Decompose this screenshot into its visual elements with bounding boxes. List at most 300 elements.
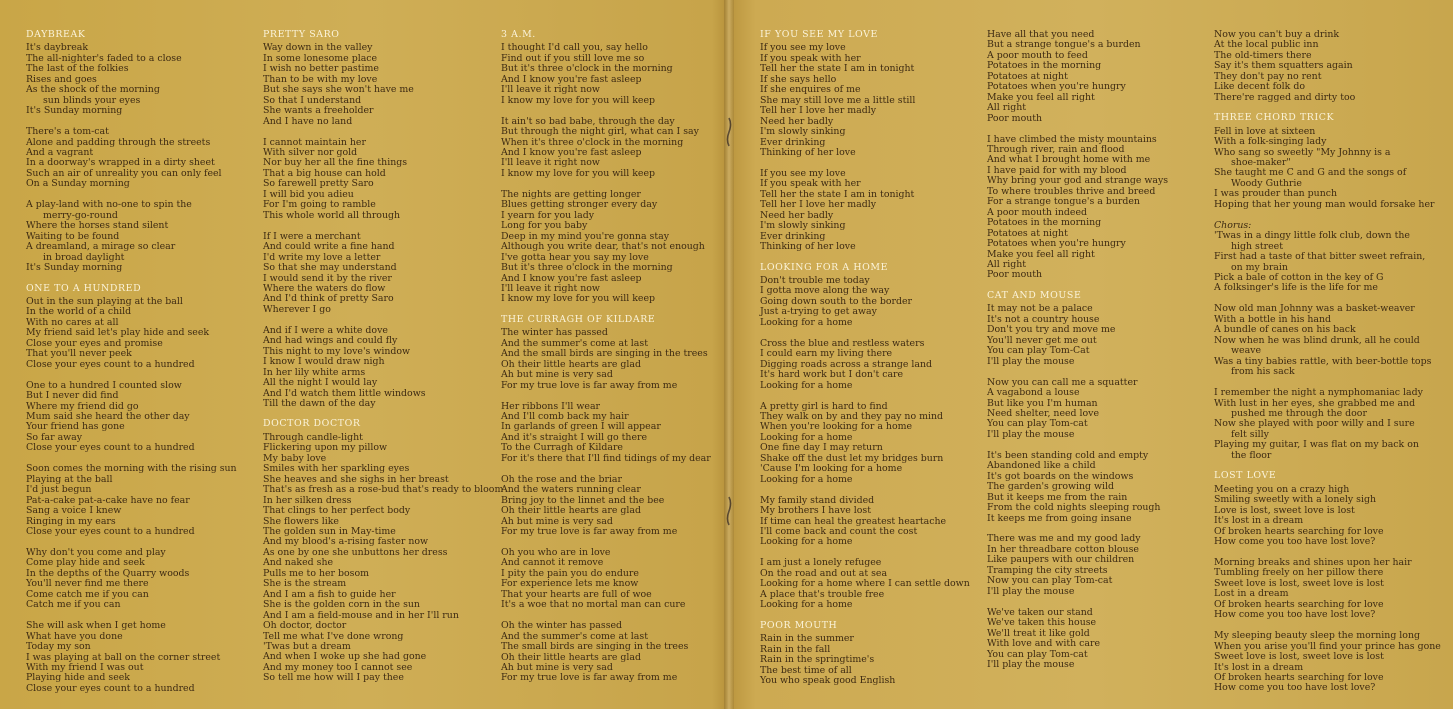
stanza xyxy=(501,117,733,180)
lyric-line: A bundle of canes on his back xyxy=(1214,324,1356,336)
lyric-line: Blues getting stronger every day xyxy=(501,199,658,211)
lyric-line: I'll come back and count the cost xyxy=(760,526,918,538)
lyric-line: My baby love xyxy=(263,452,327,464)
lyric-line: It ain't so bad babe, through the day xyxy=(501,115,675,127)
stanza xyxy=(501,43,733,106)
lyric-line: Don't trouble me today xyxy=(760,275,870,287)
lyric-line: I am just a lonely refugee xyxy=(760,557,882,569)
lyric-line: It's lost in a dream xyxy=(1214,515,1304,527)
lyrics-column-2 xyxy=(263,29,504,694)
song-block xyxy=(987,291,1219,671)
lyric-line: Although you write dear, that's not enough xyxy=(501,241,705,253)
lyric-line: 'Cause I'm looking for a home xyxy=(760,463,903,475)
lyric-line: It's Sunday morning xyxy=(26,105,123,117)
lyric-line: For experience lets me know xyxy=(501,578,639,590)
stanza xyxy=(26,548,258,611)
song-block xyxy=(1214,113,1446,461)
lyric-line: She may still love me a little still xyxy=(760,94,916,106)
song-title: IF YOU SEE MY LOVE xyxy=(760,29,878,40)
lyric-line: So far away xyxy=(26,431,83,443)
lyric-line: Come play hide and seek xyxy=(26,557,145,569)
lyric-line: Looking for a home where I can settle down xyxy=(760,578,970,590)
stanza xyxy=(987,135,1219,281)
stanza xyxy=(987,534,1219,597)
lyric-line: I was prouder than punch xyxy=(1214,188,1338,200)
lyric-line: And the small birds are singing in the trees xyxy=(501,348,708,360)
song-title: POOR MOUTH xyxy=(760,619,838,631)
stanza xyxy=(760,339,992,391)
song-title: ONE TO A HUNDRED xyxy=(26,282,142,294)
lyric-line: But I never did find xyxy=(26,390,119,402)
lyric-line: When you're looking for a home xyxy=(760,421,913,433)
lyric-line: I've gotta hear you say my love xyxy=(501,251,649,263)
lyric-line: Looking for a home xyxy=(760,599,853,611)
lyric-line: There was me and my good lady xyxy=(987,533,1141,545)
lyric-line: Looking for a home xyxy=(760,431,853,443)
stanza xyxy=(760,276,992,328)
lyric-line: But through the night girl, what can I say xyxy=(501,126,699,138)
lyric-line: Fell in love at sixteen xyxy=(1214,125,1316,137)
lyric-line: A folksinger's life is the life for me xyxy=(1214,282,1378,294)
lyric-line: Come catch me if you can xyxy=(26,588,149,600)
lyric-line: Oh the rose and the briar xyxy=(501,473,622,485)
lyric-line: I wish no better pastime xyxy=(263,63,379,75)
song-title: THE CURRAGH OF KILDARE xyxy=(501,313,656,325)
lyric-line: My family stand divided xyxy=(760,494,875,506)
lyric-line: Soon comes the morning with the rising sun xyxy=(26,463,237,475)
lyric-line: Looking for a home xyxy=(760,316,853,328)
lyric-line: I'd write my love a letter xyxy=(263,251,381,263)
lyric-line: Waiting to be found xyxy=(26,230,120,242)
lyric-line: She is the golden corn in the sun xyxy=(263,599,420,611)
lyric-line: Now old man Johnny was a basket-weaver xyxy=(1214,303,1415,315)
lyric-line: And a vagrant xyxy=(26,147,94,159)
song-title: LOOKING FOR A HOME xyxy=(760,261,889,273)
lyric-line: 'Twas in a dingy little folk club, down the xyxy=(1214,230,1410,242)
lyric-line: Need her badly xyxy=(760,115,834,127)
lyric-line: We've taken this house xyxy=(987,617,1097,629)
stanza xyxy=(26,464,258,537)
lyric-line: Morning breaks and shines upon her hair xyxy=(1214,556,1412,568)
lyric-line: And my blood's a-rising faster now xyxy=(263,536,429,548)
lyric-line: Thinking of her love xyxy=(760,146,856,158)
lyric-line: weave xyxy=(1231,345,1262,357)
lyric-line: That clings to her perfect body xyxy=(263,505,411,517)
lyric-line: I have climbed the misty mountains xyxy=(987,133,1157,145)
lyric-line: Oh doctor, doctor xyxy=(263,620,347,632)
lyric-line: I know I would draw nigh xyxy=(263,356,385,368)
lyric-line: To where troubles thrive and breed xyxy=(987,185,1156,197)
lyric-line: In her threadbare cotton blouse xyxy=(987,543,1139,555)
lyric-line: It's hard work but I don't care xyxy=(760,369,904,381)
lyric-line: But like you I'm human xyxy=(987,397,1098,409)
lyric-line: Sweet love is lost, sweet love is lost xyxy=(1214,577,1384,589)
lyric-line: She flowers like xyxy=(263,515,339,527)
lyric-line: Close your eyes count to a hundred xyxy=(26,442,195,454)
lyric-line: Tell her I love her madly xyxy=(760,105,877,117)
lyric-line: Oh their little hearts are glad xyxy=(501,505,641,517)
lyric-line: on my brain xyxy=(1231,261,1288,273)
lyric-line: Deep in my mind you're gonna stay xyxy=(501,230,670,242)
lyric-line: merry-go-round xyxy=(43,209,118,221)
lyric-line: The golden sun in May-time xyxy=(263,525,396,537)
lyric-line: Alone and padding through the streets xyxy=(26,136,211,148)
lyrics-column-4 xyxy=(760,30,992,696)
lyric-line: Potatoes in the morning xyxy=(987,60,1102,72)
lyric-line: Playing at the ball xyxy=(26,473,113,485)
stanza xyxy=(501,475,733,538)
stanza xyxy=(760,634,992,686)
stanza xyxy=(26,200,258,273)
lyric-line: Poor mouth xyxy=(987,112,1043,124)
lyric-line: In a doorway's wrapped in a dirty sheet xyxy=(26,157,215,169)
lyric-line: Pick a bale of cotton in the key of G xyxy=(1214,272,1384,284)
stanza xyxy=(501,621,733,684)
lyric-line: The best time of all xyxy=(760,664,852,676)
lyric-line: Like paupers with our children xyxy=(987,554,1135,566)
lyric-line: Tramping the city streets xyxy=(987,564,1108,576)
lyric-line: It's got boards on the windows xyxy=(987,470,1134,482)
lyric-line: The winter has passed xyxy=(501,327,608,339)
lyric-line: Lost in a dream xyxy=(1214,588,1289,600)
lyric-line: With a folk-singing lady xyxy=(1214,136,1327,148)
lyric-line: from his sack xyxy=(1231,366,1295,378)
lyric-line: I know my love for you will keep xyxy=(501,293,655,305)
stanza xyxy=(987,451,1219,524)
lyric-line: A vagabond a louse xyxy=(987,387,1080,399)
lyric-line: How come you too have lost love? xyxy=(1214,682,1376,694)
lyric-line: It's been standing cold and empty xyxy=(987,449,1149,461)
lyric-line: And it's straight I will go there xyxy=(501,431,648,443)
lyric-line: So farewell pretty Saro xyxy=(263,178,374,190)
lyric-line: Woody Guthrie xyxy=(1231,177,1302,189)
lyric-line: I'll leave it right now xyxy=(501,157,600,169)
lyric-line: Till the dawn of the day xyxy=(263,398,376,409)
lyric-line: Who sang so sweetly "My Johnny is a xyxy=(1214,146,1391,158)
lyric-line: Rain in the summer xyxy=(760,633,854,645)
lyric-line: So tell me how will I pay thee xyxy=(263,672,404,684)
lyric-line: Ah but mine is very sad xyxy=(501,515,613,527)
lyric-line: The small birds are singing in the trees xyxy=(501,641,689,653)
lyric-line: And what I brought home with me xyxy=(987,154,1151,166)
lyric-line: Ever drinking xyxy=(760,136,826,148)
lyric-line: In the depths of the Quarry woods xyxy=(26,567,190,579)
lyric-line: And I know you're fast asleep xyxy=(501,272,642,284)
lyric-line: All right xyxy=(987,259,1027,271)
lyric-line: I could earn my living there xyxy=(760,348,893,360)
lyric-line: It's a woe that no mortal man can cure xyxy=(501,599,686,611)
lyric-line: Rain in the springtime's xyxy=(760,654,875,666)
lyric-line: Way down in the valley xyxy=(263,42,373,54)
lyric-line: First had a taste of that bitter sweet refrain, xyxy=(1214,251,1426,263)
lyric-line: In her silken dress xyxy=(263,494,352,506)
lyric-line: Make you feel all right xyxy=(987,91,1095,103)
lyric-line: Why bring your god and strange ways xyxy=(987,175,1169,187)
lyric-line: And naked she xyxy=(263,557,334,569)
lyric-line: For my true love is far away from me xyxy=(501,526,678,538)
lyric-line: Now you can play Tom-cat xyxy=(987,575,1113,587)
lyric-line: And I am a field-mouse and in her I'll run xyxy=(263,609,459,621)
lyric-line: I pity the pain you do endure xyxy=(501,567,639,579)
lyric-line: And had wings and could fly xyxy=(263,335,398,347)
lyric-line: It's daybreak xyxy=(26,42,89,54)
stanza xyxy=(263,326,495,410)
stanza xyxy=(501,328,733,391)
song-block xyxy=(760,30,992,253)
lyric-line: Tell me what I've done wrong xyxy=(263,630,404,642)
lyric-line: Playing hide and seek xyxy=(26,672,130,684)
lyric-line: I will bid you adieu xyxy=(263,188,354,200)
lyric-line: shoe-maker" xyxy=(1231,156,1291,168)
lyric-line: Ah but mine is very sad xyxy=(501,662,613,674)
lyric-line: Ringing in my ears xyxy=(26,515,116,527)
lyric-line: Smiling sweetly with a lonely sigh xyxy=(1214,494,1377,506)
lyric-line: A poor mouth to feed xyxy=(987,49,1088,61)
lyric-line: Looking for a home xyxy=(760,536,853,548)
lyric-line: Tumbling freely on her pillow there xyxy=(1214,567,1384,579)
lyric-line: Where the waters do flow xyxy=(263,282,386,294)
lyric-line: I'll play the mouse xyxy=(987,428,1075,440)
lyric-line: Smiles with her sparkling eyes xyxy=(263,463,410,475)
song-block xyxy=(760,621,992,687)
lyric-line: A pretty girl is hard to find xyxy=(760,400,888,412)
lyric-line: They don't pay no rent xyxy=(1214,70,1322,82)
lyric-line: For I'm going to ramble xyxy=(263,199,376,211)
stanza xyxy=(501,402,733,465)
lyrics-column-6 xyxy=(1214,30,1446,704)
lyric-line: Potatoes when you're hungry xyxy=(987,81,1126,93)
lyric-line: If you see my love xyxy=(760,42,846,54)
lyric-line: Close your eyes count to a hundred xyxy=(26,682,195,694)
lyric-line: Like decent folk do xyxy=(1214,81,1305,93)
lyric-line: At the local public inn xyxy=(1214,39,1319,51)
lyric-line: high street xyxy=(1231,240,1283,252)
lyric-line: Today my son xyxy=(26,641,91,653)
lyric-line: You'll never find me there xyxy=(26,578,149,590)
stanza xyxy=(263,43,495,127)
stanza xyxy=(26,621,258,694)
lyric-line: Pulls me to her bosom xyxy=(263,567,369,579)
lyric-line: Sang a voice I knew xyxy=(26,505,122,517)
lyric-line: But a strange tongue's a burden xyxy=(987,39,1141,51)
lyric-line: A place that's trouble free xyxy=(760,588,885,600)
lyric-line: Close your eyes count to a hundred xyxy=(26,526,195,538)
lyric-line: Make you feel all right xyxy=(987,248,1095,260)
lyric-line: It's not a country house xyxy=(987,313,1100,325)
lyric-line: We'll treat it like gold xyxy=(987,627,1090,639)
lyric-line: You can play Tom-Cat xyxy=(987,345,1090,357)
lyric-line: Where my friend did go xyxy=(26,400,139,412)
lyric-line: Out in the sun playing at the ball xyxy=(26,295,183,307)
lyric-line: She will ask when I get home xyxy=(26,620,166,632)
stanza xyxy=(26,297,258,370)
lyric-line: Pat-a-cake pat-a-cake have no fear xyxy=(26,494,190,506)
lyric-line: From the cold nights sleeping rough xyxy=(987,502,1161,514)
lyric-line: I was playing at ball on the corner street xyxy=(26,651,221,663)
lyric-line: Poor mouth xyxy=(987,269,1043,281)
lyric-line: All right xyxy=(987,102,1027,114)
lyric-line: Of broken hearts searching for love xyxy=(1214,525,1384,537)
lyric-line: In the world of a child xyxy=(26,306,132,318)
lyric-line: We've taken our stand xyxy=(987,606,1093,618)
lyric-line: In garlands of green I will appear xyxy=(501,421,661,433)
lyric-line: The last of the folkies xyxy=(26,63,129,75)
lyric-line: Now you can't buy a drink xyxy=(1214,29,1340,40)
lyric-line: Rises and goes xyxy=(26,73,97,85)
lyric-line: 'Twas but a dream xyxy=(263,640,351,652)
lyric-line: If I were a merchant xyxy=(263,230,361,242)
lyric-line: When you arise you'll find your prince has gone xyxy=(1214,640,1441,652)
lyric-line: In her lily white arms xyxy=(263,366,366,378)
lyric-line: in broad daylight xyxy=(43,251,125,263)
lyric-line: Meeting you on a crazy high xyxy=(1214,483,1350,495)
lyric-line: Catch me if you can xyxy=(26,599,121,611)
song-block xyxy=(501,30,733,305)
stanza xyxy=(263,232,495,316)
lyric-line: I have paid for with my blood xyxy=(987,164,1127,176)
song-block xyxy=(1214,30,1446,103)
lyric-line: Looking for a home xyxy=(760,473,853,485)
lyric-line: Digging roads across a strange land xyxy=(760,358,933,370)
lyric-line: Where the horses stand silent xyxy=(26,220,169,232)
song-block xyxy=(26,30,258,274)
lyric-line: And I have no land xyxy=(263,115,353,127)
lyric-line: One to a hundred I counted slow xyxy=(26,379,182,391)
lyric-line: She taught me C and G and the songs of xyxy=(1214,167,1407,179)
lyric-line: Oh their little hearts are glad xyxy=(501,651,641,663)
lyric-line: Why don't you come and play xyxy=(26,546,166,558)
lyric-line: So that I understand xyxy=(263,94,362,106)
lyric-line: But she says she won't have me xyxy=(263,84,414,96)
stanza xyxy=(263,138,495,222)
stanza xyxy=(263,431,504,684)
lyric-line: And I know you're fast asleep xyxy=(501,147,642,159)
lyric-line: I'd just begun xyxy=(26,484,92,496)
lyric-line: Just a-trying to get away xyxy=(760,306,877,318)
lyric-line: Find out if you still love me so xyxy=(501,52,645,64)
lyrics-column-1 xyxy=(26,30,258,704)
lyric-line: How come you too have lost love? xyxy=(1214,535,1376,547)
lyric-line: Oh the winter has passed xyxy=(501,620,623,632)
song-block xyxy=(263,30,495,409)
lyric-line: For it's there that I'll find tidings of my dear xyxy=(501,452,711,464)
lyric-line: If she says hello xyxy=(760,73,837,85)
lyric-line: If you see my love xyxy=(760,167,846,179)
stanza xyxy=(987,304,1219,367)
lyric-line: Looking for a home xyxy=(760,379,853,391)
lyric-line: Close your eyes count to a hundred xyxy=(26,358,195,370)
lyric-line: You can play Tom-cat xyxy=(987,648,1088,660)
song-block xyxy=(501,315,733,684)
lyric-line: I know my love for you will keep xyxy=(501,167,655,179)
lyric-line: This night to my love's window xyxy=(263,345,411,357)
lyric-line: They walk on by and they pay no mind xyxy=(760,411,944,422)
lyric-line: She is the stream xyxy=(263,578,347,590)
lyric-line: Hoping that her young man would forsake her xyxy=(1214,198,1435,210)
lyric-line: Mum said she heard the other day xyxy=(26,411,190,422)
lyric-line: I remember the night a nymphomaniac lady xyxy=(1214,387,1423,399)
lyric-line: Potatoes at night xyxy=(987,227,1068,239)
lyric-line: And when I woke up she had gone xyxy=(263,651,427,663)
lyric-line: felt silly xyxy=(1231,428,1269,440)
lyric-line: I'm slowly sinking xyxy=(760,220,846,232)
lyric-line: My friend said let's play hide and seek xyxy=(26,327,210,339)
lyric-line: Going down south to the border xyxy=(760,295,913,307)
lyric-line: If she enquires of me xyxy=(760,84,861,96)
lyric-line: My sleeping beauty sleep the morning long xyxy=(1214,630,1420,642)
lyric-line: And if I were a white dove xyxy=(263,324,388,336)
lyric-line: I gotta move along the way xyxy=(760,285,890,297)
lyric-line: It may not be a palace xyxy=(987,303,1093,315)
lyric-line: I'll play the mouse xyxy=(987,658,1075,670)
lyric-line: I know my love for you will keep xyxy=(501,94,655,106)
lyric-line: I thought I'd call you, say hello xyxy=(501,42,648,54)
lyric-line: Through river, rain and flood xyxy=(987,144,1125,156)
lyric-line: And I am a fish to guide her xyxy=(263,588,396,600)
song-title: LOST LOVE xyxy=(1214,470,1277,482)
lyric-line: Oh you who are in love xyxy=(501,546,611,558)
lyric-line: It's lost in a dream xyxy=(1214,661,1304,673)
lyric-line: Oh their little hearts are glad xyxy=(501,358,641,370)
lyric-line: With my friend I was out xyxy=(26,662,144,674)
lyric-line: Cross the blue and restless waters xyxy=(760,337,925,349)
lyric-line: But it's three o'clock in the morning xyxy=(501,63,673,75)
lyric-line: With no cares at all xyxy=(26,316,119,328)
stanza xyxy=(987,608,1219,671)
song-title: THREE CHORD TRICK xyxy=(1214,112,1335,124)
stanza xyxy=(987,30,1219,124)
lyric-line: She wants a freeholder xyxy=(263,105,374,117)
lyric-line: If you speak with her xyxy=(760,52,861,64)
lyric-line: Potatoes in the morning xyxy=(987,217,1102,229)
stanza xyxy=(26,127,258,190)
lyric-line: Was a tiny babies rattle, with beer-bottle tops xyxy=(1214,355,1432,367)
lyric-line: I'm slowly sinking xyxy=(760,126,846,138)
lyric-line: Tell her the state I am in tonight xyxy=(760,188,915,200)
lyric-line: Playing my guitar, I was flat on my back on xyxy=(1214,439,1419,451)
lyric-line: One fine day I may return xyxy=(760,442,883,454)
lyric-line: Of broken hearts searching for love xyxy=(1214,598,1384,610)
lyric-line: Chorus: xyxy=(1214,219,1252,231)
lyric-line: There're ragged and dirty too xyxy=(1214,91,1356,103)
lyric-line: Don't you try and move me xyxy=(987,324,1116,336)
lyric-line: Love is lost, sweet love is lost xyxy=(1214,504,1355,516)
lyric-line: Nor buy her all the fine things xyxy=(263,157,408,169)
lyric-line: Ah but mine is very sad xyxy=(501,369,613,381)
stanza xyxy=(1214,30,1446,103)
lyric-line: Wherever I go xyxy=(263,303,331,315)
lyric-line: The nights are getting longer xyxy=(501,188,641,200)
lyric-line: All the night I would lay xyxy=(263,377,378,389)
song-block xyxy=(987,30,1219,281)
lyric-line: I cannot maintain her xyxy=(263,136,366,148)
song-block xyxy=(1214,471,1446,694)
lyric-line: Bring joy to the linnet and the bee xyxy=(501,494,665,506)
lyric-line: That a big house can hold xyxy=(263,167,386,179)
lyric-line: With love and with care xyxy=(987,638,1101,650)
lyric-line: Need shelter, need love xyxy=(987,407,1100,419)
lyric-line: The all-nighter's faded to a close xyxy=(26,52,182,64)
stanza xyxy=(760,496,992,548)
stanza xyxy=(1214,221,1446,294)
lyric-line: Long for you baby xyxy=(501,220,588,232)
lyric-line: I yearn for you lady xyxy=(501,209,595,221)
lyric-line: the floor xyxy=(1231,449,1272,461)
lyric-line: Abandoned like a child xyxy=(987,460,1096,472)
lyric-line: And the waters running clear xyxy=(501,484,641,496)
stanza xyxy=(1214,631,1446,694)
lyric-line: Potatoes at night xyxy=(987,70,1068,82)
